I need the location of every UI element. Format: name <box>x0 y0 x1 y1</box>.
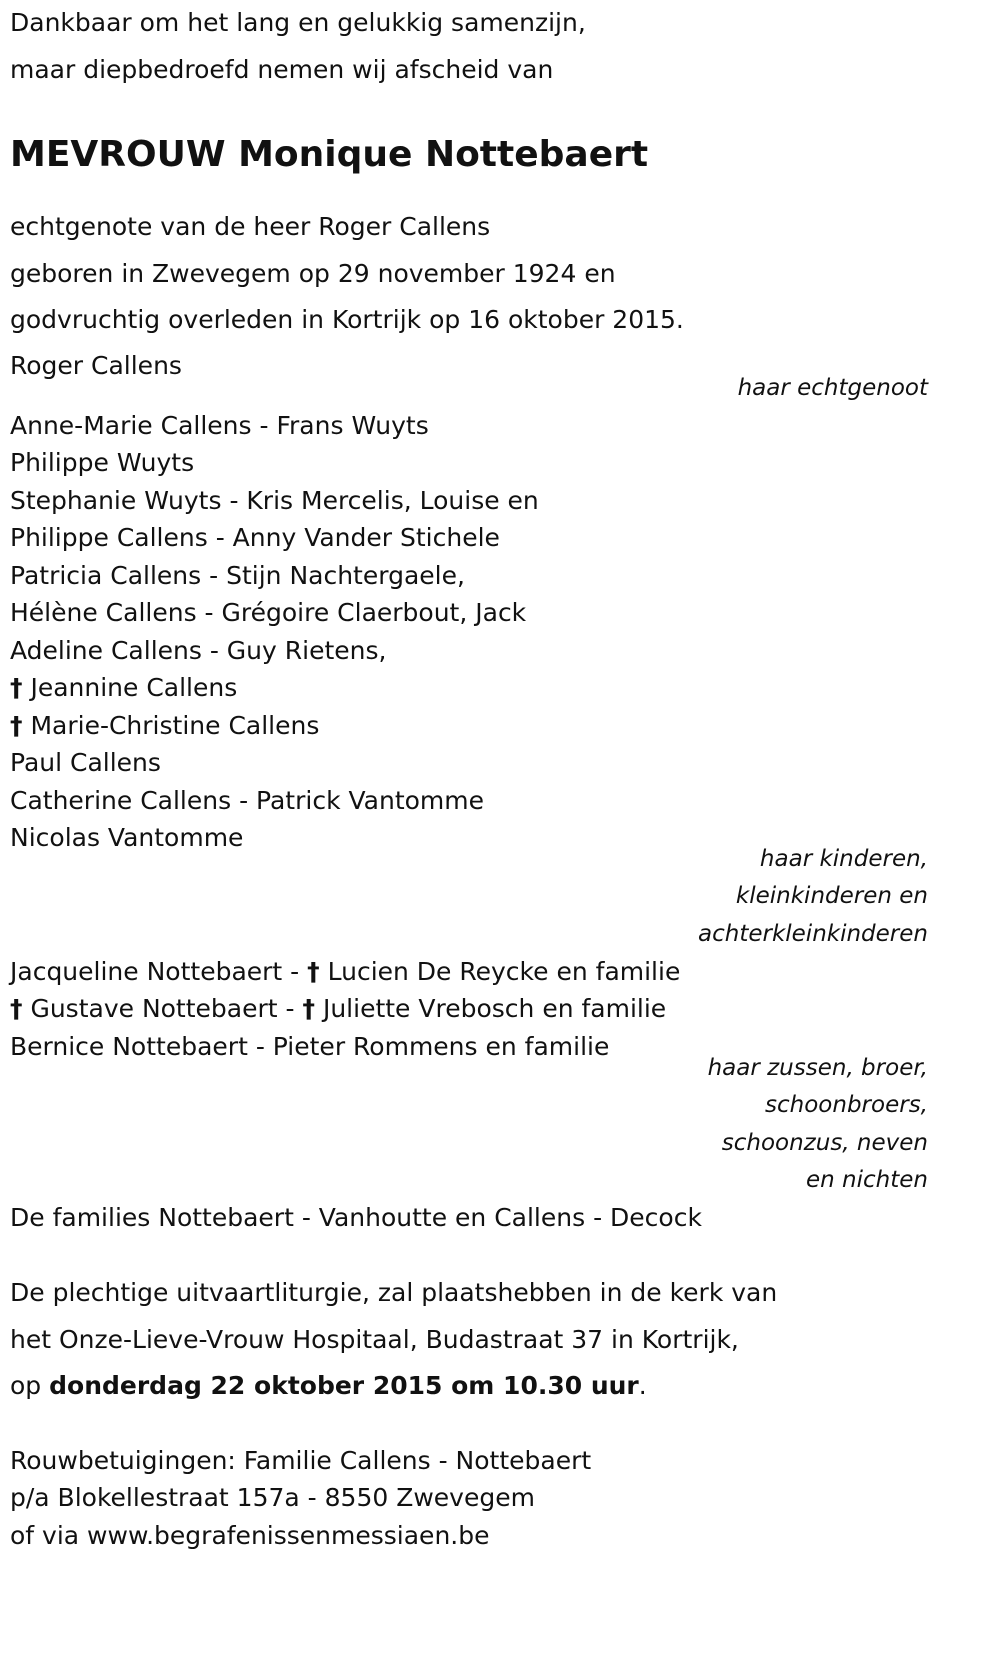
cross-icon: † <box>302 994 315 1023</box>
sibling-name: Gustave Nottebaert - <box>30 994 303 1023</box>
child-row: Philippe Wuyts <box>10 448 195 477</box>
spouse-name: Roger Callens <box>10 351 182 380</box>
child-name: Jeannine Callens <box>30 673 238 702</box>
funeral-line-1: De plechtige uitvaartliturgie, zal plaatshebben in de kerk van <box>10 1278 778 1307</box>
child-row-deceased <box>10 711 319 741</box>
child-row: Adeline Callens - Guy Rietens, <box>10 636 387 665</box>
cross-icon: † <box>10 711 23 740</box>
funeral-date: donderdag 22 oktober 2015 om 10.30 uur <box>49 1371 639 1400</box>
child-row-deceased <box>10 673 237 703</box>
condolence-line-3: of via www.begrafenissenmessiaen.be <box>10 1521 490 1550</box>
siblings-role-line: haar zussen, broer, <box>707 1055 928 1081</box>
cross-icon: † <box>10 673 23 702</box>
families-line: De families Nottebaert - Vanhoutte en Callens - Decock <box>10 1203 702 1232</box>
siblings-role-line: schoonbroers, <box>765 1092 928 1118</box>
detail-line-2: geboren in Zwevegem op 29 november 1924 en <box>10 259 616 288</box>
spouse-role: haar echtgenoot <box>737 375 928 401</box>
child-row: Anne-Marie Callens - Frans Wuyts <box>10 411 429 440</box>
sibling-spouse: Juliette Vrebosch en familie <box>322 994 667 1023</box>
child-row: Nicolas Vantomme <box>10 823 244 852</box>
child-row: Philippe Callens - Anny Vander Stichele <box>10 523 500 552</box>
condolence-line-2: p/a Blokellestraat 157a - 8550 Zwevegem <box>10 1483 535 1512</box>
sibling-name: Jacqueline Nottebaert - <box>10 957 308 986</box>
children-role-line: achterkleinkinderen <box>698 921 928 947</box>
child-row: Patricia Callens - Stijn Nachtergaele, <box>10 561 465 590</box>
child-row: Paul Callens <box>10 748 161 777</box>
detail-line-3: godvruchtig overleden in Kortrijk op 16 oktober 2015. <box>10 305 684 334</box>
sibling-spouse: Lucien De Reycke en familie <box>327 957 681 986</box>
funeral-prefix: op <box>10 1371 50 1400</box>
funeral-line-2: het Onze-Lieve-Vrouw Hospitaal, Budastraat 37 in Kortrijk, <box>10 1325 739 1354</box>
children-role-line: kleinkinderen en <box>735 883 928 909</box>
intro-line-1: Dankbaar om het lang en gelukkig samenzijn, <box>10 8 586 37</box>
children-role-line: haar kinderen, <box>759 846 928 872</box>
intro-line-2: maar diepbedroefd nemen wij afscheid van <box>10 55 554 84</box>
cross-icon: † <box>10 994 23 1023</box>
siblings-role-line: en nichten <box>806 1167 928 1193</box>
deceased-name: MEVROUW Monique Nottebaert <box>10 134 649 175</box>
child-row: Catherine Callens - Patrick Vantomme <box>10 786 485 815</box>
condolence-line-1: Rouwbetuigingen: Familie Callens - Nottebaert <box>10 1446 592 1475</box>
siblings-role-line: schoonzus, neven <box>721 1130 928 1156</box>
cross-icon: † <box>307 957 320 986</box>
funeral-suffix: . <box>638 1371 647 1400</box>
child-row: Stephanie Wuyts - Kris Mercelis, Louise en <box>10 486 539 515</box>
sibling-row <box>10 994 666 1024</box>
funeral-line-3 <box>10 1371 647 1401</box>
child-row: Hélène Callens - Grégoire Claerbout, Jack <box>10 598 527 627</box>
sibling-row <box>10 957 680 987</box>
detail-line-1: echtgenote van de heer Roger Callens <box>10 212 491 241</box>
sibling-row: Bernice Nottebaert - Pieter Rommens en familie <box>10 1032 610 1061</box>
child-name: Marie-Christine Callens <box>30 711 320 740</box>
